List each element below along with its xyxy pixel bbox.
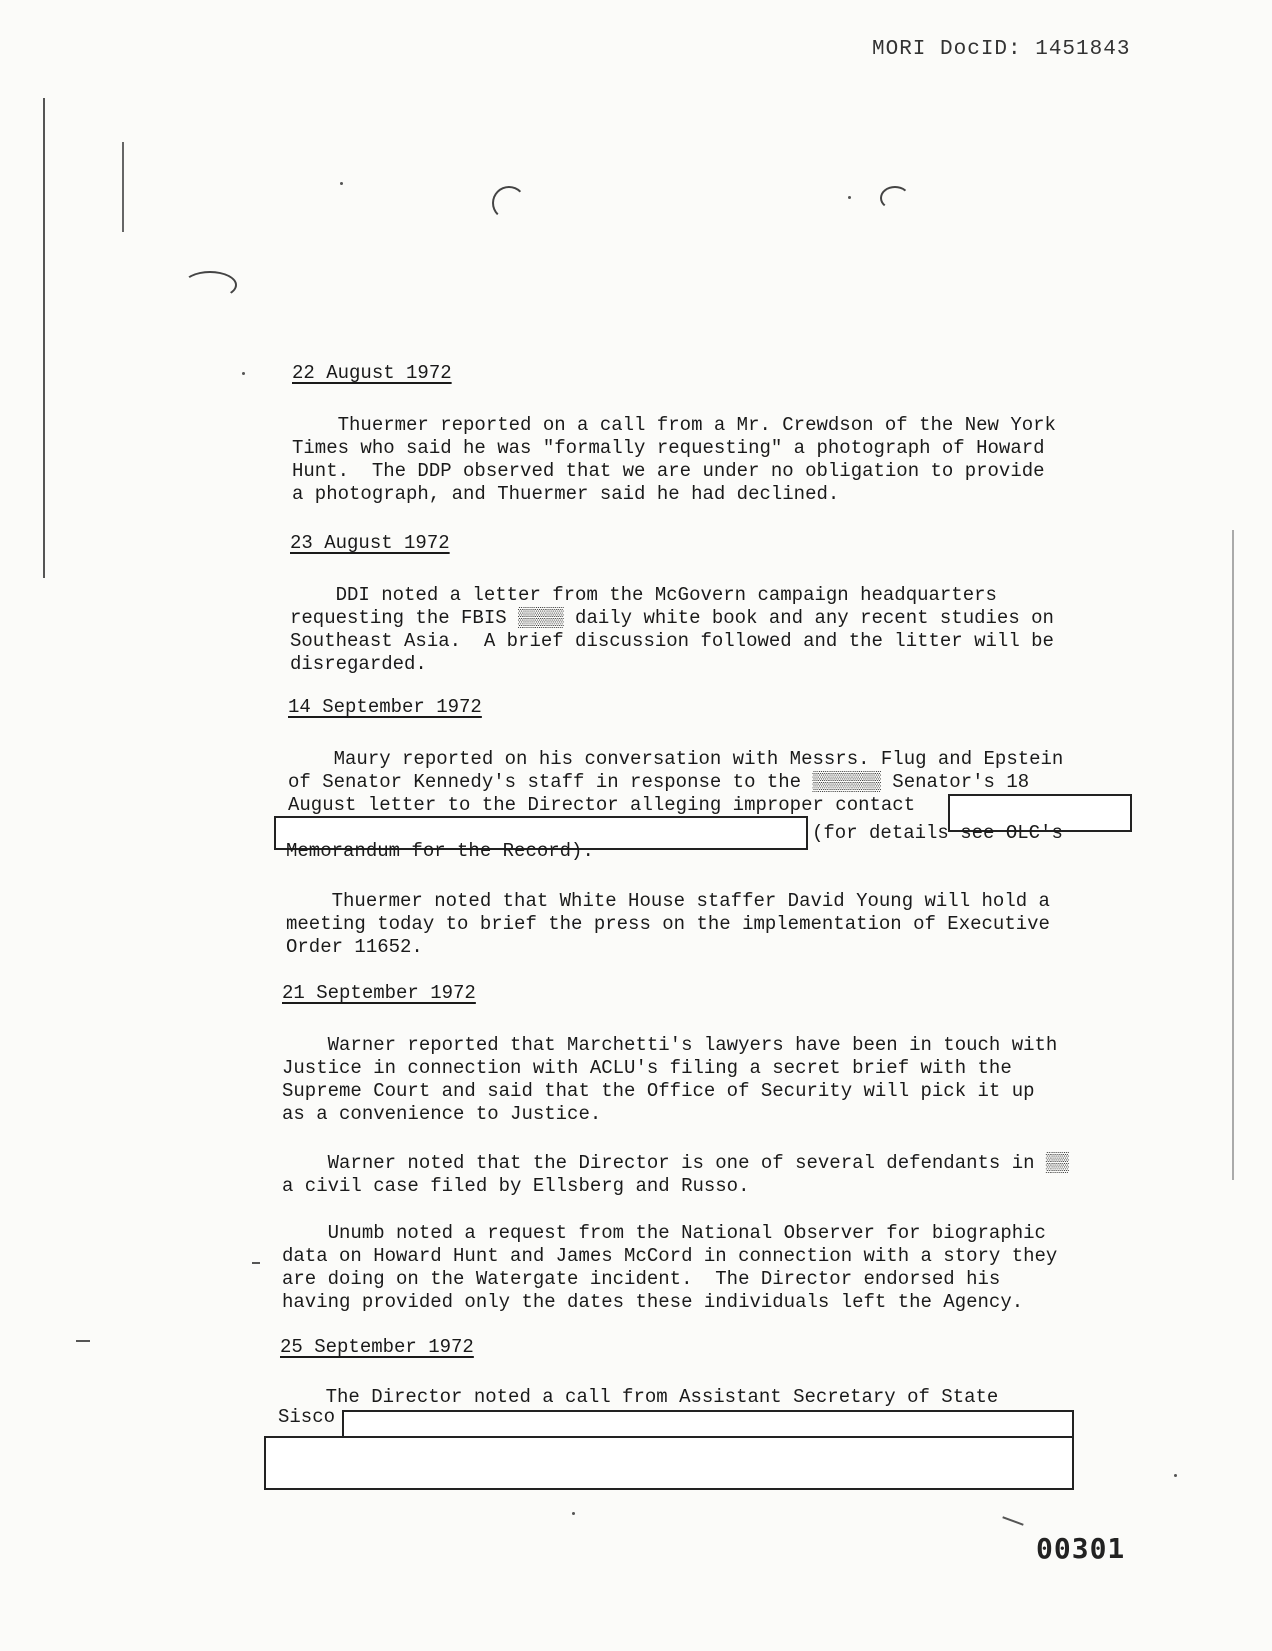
scan-speck (1174, 1474, 1177, 1477)
mori-doc-id: MORI DocID: 1451843 (872, 38, 1131, 61)
entry-paragraph: The Director noted a call from Assistant Secretary of State (280, 1386, 999, 1408)
entry-paragraph: Unumb noted a request from the National Observer for biographic data on Howard Hunt and James McCord in connection with a story they are doing on the Watergate incident. The Director endorsed his having provided only the dates these individuals left the Agency. (282, 1222, 1058, 1313)
entry-paragraph: Maury reported on his conversation with Messrs. Flug and Epstein of Senator Kennedy's staff in response to the ▒▒▒▒▒▒ Senator's 18 August letter to the Director alleging improper contact (288, 748, 1064, 816)
entry-paragraph: DDI noted a letter from the McGovern campaign headquarters requesting the FBIS ▒▒▒▒ daily white book and any recent studies on Southeast Asia. A brief discussion followed and the litter will be disregarded. (290, 584, 1054, 675)
scan-artifact-arc (880, 186, 910, 210)
scan-artifact-arc (492, 186, 526, 220)
entry-paragraph: Warner reported that Marchetti's lawyers have been in touch with Justice in connection with ACLU's filing a secret brief with the Supreme Court and said that the Office of Security will pick it up as a convenience to Justice. (282, 1034, 1058, 1125)
scan-speck (252, 1262, 260, 1264)
entry-paragraph-continued: (for details see OLC's (812, 822, 1063, 844)
entry-date-22-august: 22 August 1972 (292, 362, 452, 384)
scan-margin-tick (122, 142, 124, 232)
entry-paragraph: Thuermer noted that White House staffer David Young will hold a meeting today to brief the press on the implementation of Executive Order 11652. (286, 890, 1050, 958)
document-page-number: 00301 (1036, 1532, 1126, 1565)
entry-date-14-september: 14 September 1972 (288, 696, 482, 718)
scan-margin-line (43, 98, 45, 578)
redaction-box (264, 1436, 1074, 1490)
entry-paragraph: Thuermer reported on a call from a Mr. Crewdson of the New York Times who said he was "formally requesting" a photograph of Howard Hunt. The DDP observed that we are under no obligation to provide a photograph, and Thuermer said he had declined. (292, 414, 1056, 505)
entry-date-25-september: 25 September 1972 (280, 1336, 474, 1358)
entry-date-23-august: 23 August 1972 (290, 532, 450, 554)
scan-speck (848, 196, 851, 199)
scan-speck (242, 372, 245, 375)
scan-speck (1002, 1516, 1023, 1525)
entry-paragraph-continued: Memorandum for the Record). (286, 840, 594, 862)
scan-margin-line-right (1232, 530, 1234, 1180)
entry-paragraph: Warner noted that the Director is one of several defendants in ▒▒ a civil case filed by Ellsberg and Russo. (282, 1152, 1069, 1197)
scan-speck (340, 182, 343, 185)
scan-artifact-arc (183, 271, 237, 299)
entry-date-21-september: 21 September 1972 (282, 982, 476, 1004)
scan-speck (76, 1340, 90, 1342)
entry-paragraph-continued: Sisco (278, 1406, 336, 1428)
scan-speck (572, 1512, 575, 1515)
